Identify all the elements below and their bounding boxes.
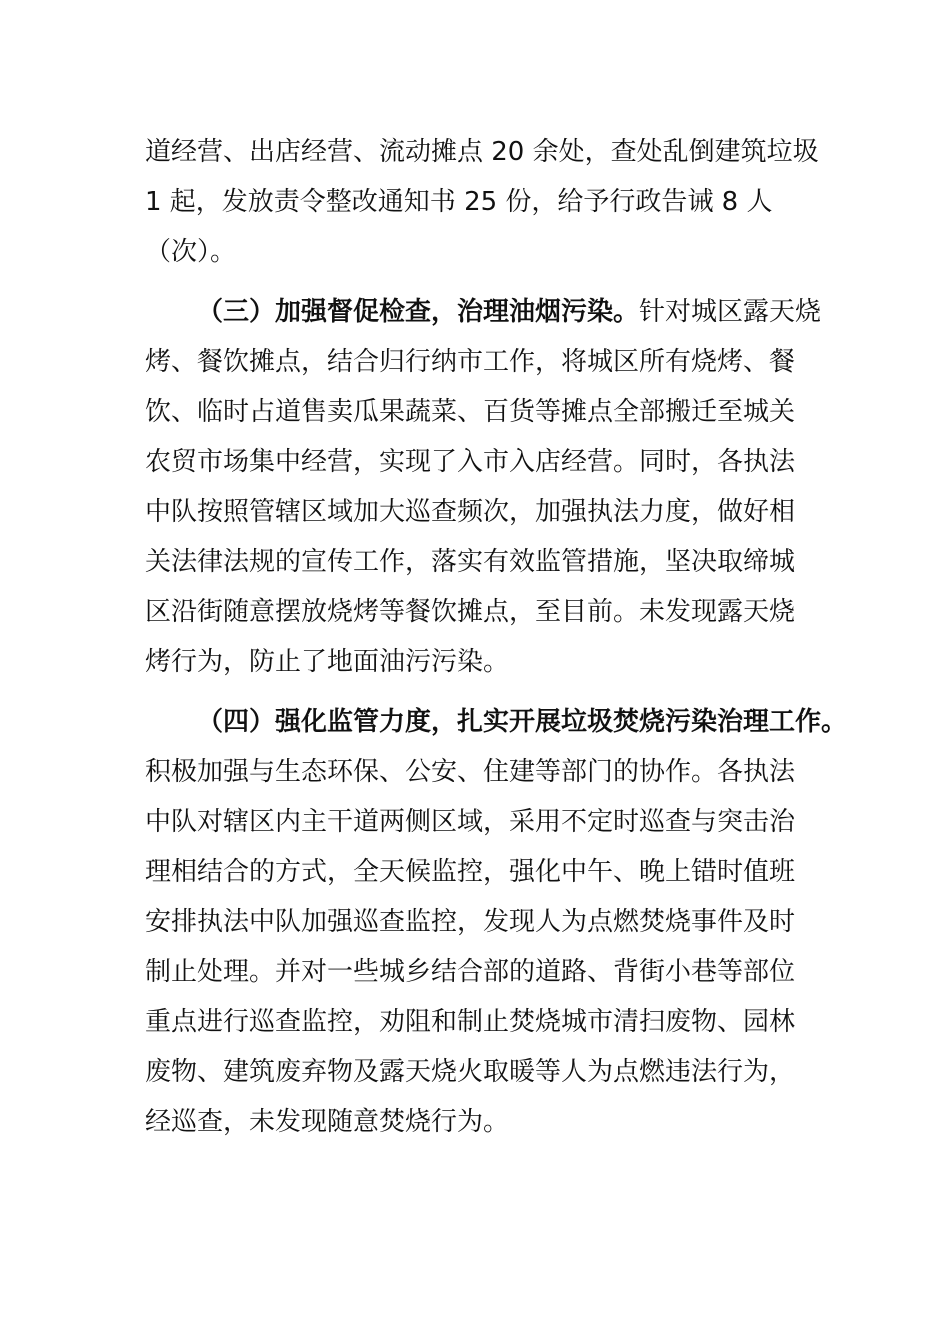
text-line: 中队对辖区内主干道两侧区域，采用不定时巡查与突击治 [145, 807, 796, 837]
text-line: 烤、餐饮摊点，结合归行纳市工作，将城区所有烧烤、餐 [145, 347, 796, 377]
text-line-first [145, 697, 848, 747]
text-line: 农贸市场集中经营，实现了入市入店经营。同时，各执法 [145, 447, 796, 477]
text-line: 经巡查，未发现随意焚烧行为。 [145, 1107, 510, 1137]
text-line: 积极加强与生态环保、公安、住建等部门的协作。各执法 [145, 757, 796, 787]
text-line: 道经营、出店经营、流动摊点 20 余处，查处乱倒建筑垃圾 [145, 137, 819, 167]
section-heading-3: （三）加强督促检查，治理油烟污染。 [197, 297, 640, 327]
text-line: 关法律法规的宣传工作，落实有效监管措施，坚决取缔城 [145, 547, 796, 577]
text-line: 安排执法中队加强巡查监控，发现人为点燃焚烧事件及时 [145, 907, 796, 937]
paragraph-oil-smoke [145, 287, 825, 687]
text-line: 重点进行巡查监控，劝阻和制止焚烧城市清扫废物、园林 [145, 1007, 796, 1037]
text-line: 中队按照管辖区域加大巡查频次，加强执法力度，做好相 [145, 497, 796, 527]
text-line: （次）。 [145, 237, 237, 267]
text-line: 废物、建筑废弃物及露天烧火取暖等人为点燃违法行为， [145, 1057, 796, 1087]
text-line: 区沿街随意摆放烧烤等餐饮摊点，至目前。未发现露天烧 [145, 597, 796, 627]
paragraph-waste-burning [145, 697, 848, 1147]
text-line-first [145, 287, 825, 337]
text-line: 烤行为，防止了地面油污污染。 [145, 647, 510, 677]
text-line: 制止处理。并对一些城乡结合部的道路、背街小巷等部位 [145, 957, 796, 987]
text-line: 1 起，发放责令整改通知书 25 份，给予行政告诫 8 人 [145, 187, 773, 217]
section-heading-4: （四）强化监管力度，扎实开展垃圾焚烧污染治理工作。 [197, 707, 848, 737]
heading-line-rest: 针对城区露天烧 [639, 297, 822, 327]
text-line: 理相结合的方式，全天候监控，强化中午、晚上错时值班 [145, 857, 796, 887]
text-line: 饮、临时占道售卖瓜果蔬菜、百货等摊点全部搬迁至城关 [145, 397, 796, 427]
paragraph-continuation [145, 127, 825, 277]
